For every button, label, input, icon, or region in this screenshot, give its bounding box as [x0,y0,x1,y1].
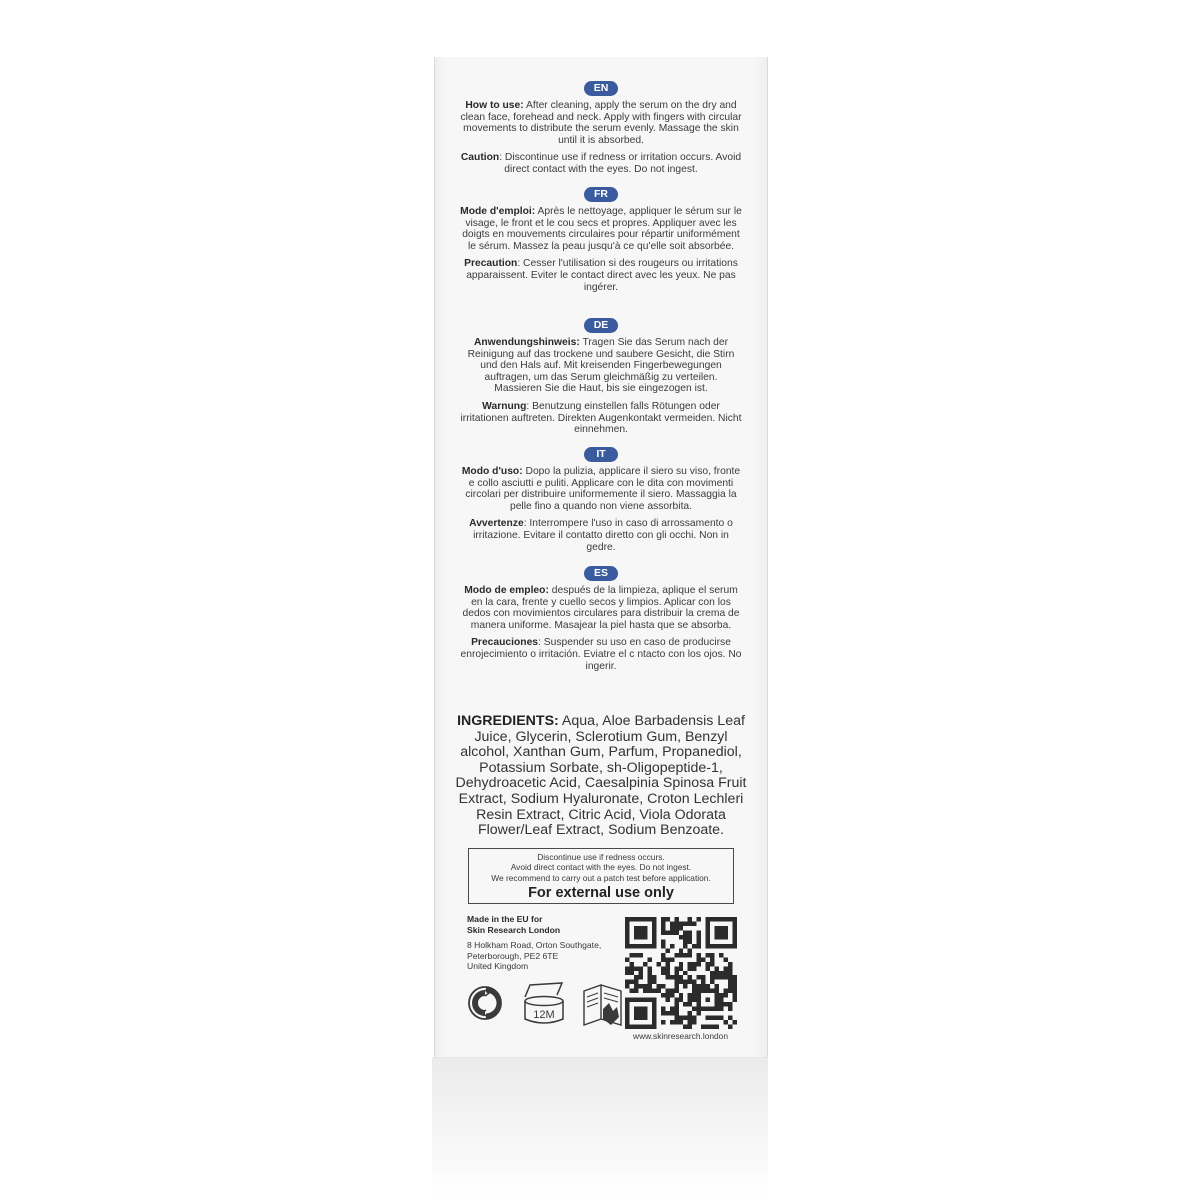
product-box-back [434,57,768,1057]
warning-box [468,848,734,904]
section-de [434,318,768,436]
how-to-use-es: Modo de empleo: después de la limpieza, aplique el serum en la cara, frente y cuello secos y limpios. Aplicar con los dedos con movimientos circulares para distribuir la crema de manera uniforme. Masajear la piel hasta que se absorba. [462,585,740,631]
caution-en: Caution: Discontinue use if redness or irritation occurs. Avoid direct contact with the eyes. Do not ingest. [460,152,742,175]
pao-label: 12M [533,1009,555,1021]
section-it [434,447,768,553]
language-badge-fr: FR [584,187,618,202]
external-use-notice: For external use only [528,885,674,902]
how-to-use-it: Modo d'uso: Dopo la pulizia, applicare il siero su viso, fronte e collo asciutti e puliti. Applicare con le dita con movimenti circolari per distribuire uniformemente il siero. Massaggia la pelle fino a quando non viene assorbita. [461,466,741,512]
read-leaflet-icon [581,981,625,1027]
how-to-use-fr: Mode d'emploi: Après le nettoyage, appliquer le sérum sur le visage, le front et le cou secs et propres. Appliquer avec les doigts en mouvements circulaires pour répartir uniformément le sérum. Massez la peau jusqu'à ce qu'elle soit absorbée. [460,206,742,252]
how-to-use-de: Anwendungshinweis: Tragen Sie das Serum nach der Reinigung auf das trockene und saubere Gesicht, die Stirn und den Hals auf. Mit kreisenden Fingerbewegungen auftragen, um das Serum gleichmäßig zu verteilen. Massieren Sie die Haut, bis sie eingezogen ist. [467,337,735,395]
language-badge-en: EN [584,81,618,96]
pao-jar-icon [519,981,569,1027]
section-en [434,81,768,176]
caution-it: Avvertenze: Interrompere l'uso in caso di arrossamento o irritazione. Evitare il contatto diretto con gli occhi. Non in gedre. [469,518,733,553]
website-url[interactable]: www.skinresearch.london [633,1031,728,1041]
warning-line: We recommend to carry out a patch test before application. [491,872,711,883]
caution-de: Warnung: Benutzung einstellen falls Rötungen oder irritationen auftreten. Direkten Augenkontakt vermeiden. Nicht einnehmen. [460,400,742,436]
ingredients-list [454,714,748,839]
how-to-use-en: How to use: After cleaning, apply the serum on the dry and clean face, forehead and neck. Apply with fingers with circular movements to distribute the serum evenly. Massage the skin until it is absorbed. [460,100,742,146]
ingredients-label: INGREDIENTS: [457,713,559,729]
green-dot-icon [467,981,503,1027]
caution-es: Precauciones: Suspender su uso en caso de producirse enrojecimiento o irritación. Eviatre el c ntacto con los ojos. No ingerir. [460,637,742,672]
qr-code[interactable] [625,917,737,1029]
warning-line: Avoid direct contact with the eyes. Do not ingest. [510,862,692,873]
address-line: United Kingdom [467,961,529,972]
language-badge-it: IT [584,447,618,462]
manufacturer-info [467,914,637,972]
address-line: Peterborough, PE2 6TE [467,950,559,961]
warning-line: Discontinue use if redness occurs. [537,852,665,862]
ingredients-text: Aqua, Aloe Barbadensis Leaf Juice, Glycerin, Sclerotium Gum, Benzyl alcohol, Xanthan Gum, Parfum, Propanediol, Potassium Sorbate, sh-Oligopeptide-1, Dehydroacetic Acid, Caesalpinia Spinosa Fruit Extract, Sodium Hyaluronate, Croton Lechleri Resin Extract, Citric Acid, Viola Odorata Flower/Leaf Extract, Sodium Benzoate. [455,713,747,839]
packaging-symbols [467,981,632,1027]
address-line: 8 Holkham Road, Orton Southgate, [467,940,602,951]
language-badge-es: ES [584,566,618,581]
section-es [434,566,768,672]
company-name: Skin Research London [467,924,561,935]
made-in-line: Made in the EU for [467,914,543,924]
box-reflection [432,1057,768,1200]
language-badge-de: DE [584,318,618,333]
section-fr [434,187,768,293]
caution-fr: Precaution: Cesser l'utilisation si des rougeurs ou irritations apparaissent. Eviter le contact direct avec les yeux. Ne pas ingérer. [464,258,738,293]
